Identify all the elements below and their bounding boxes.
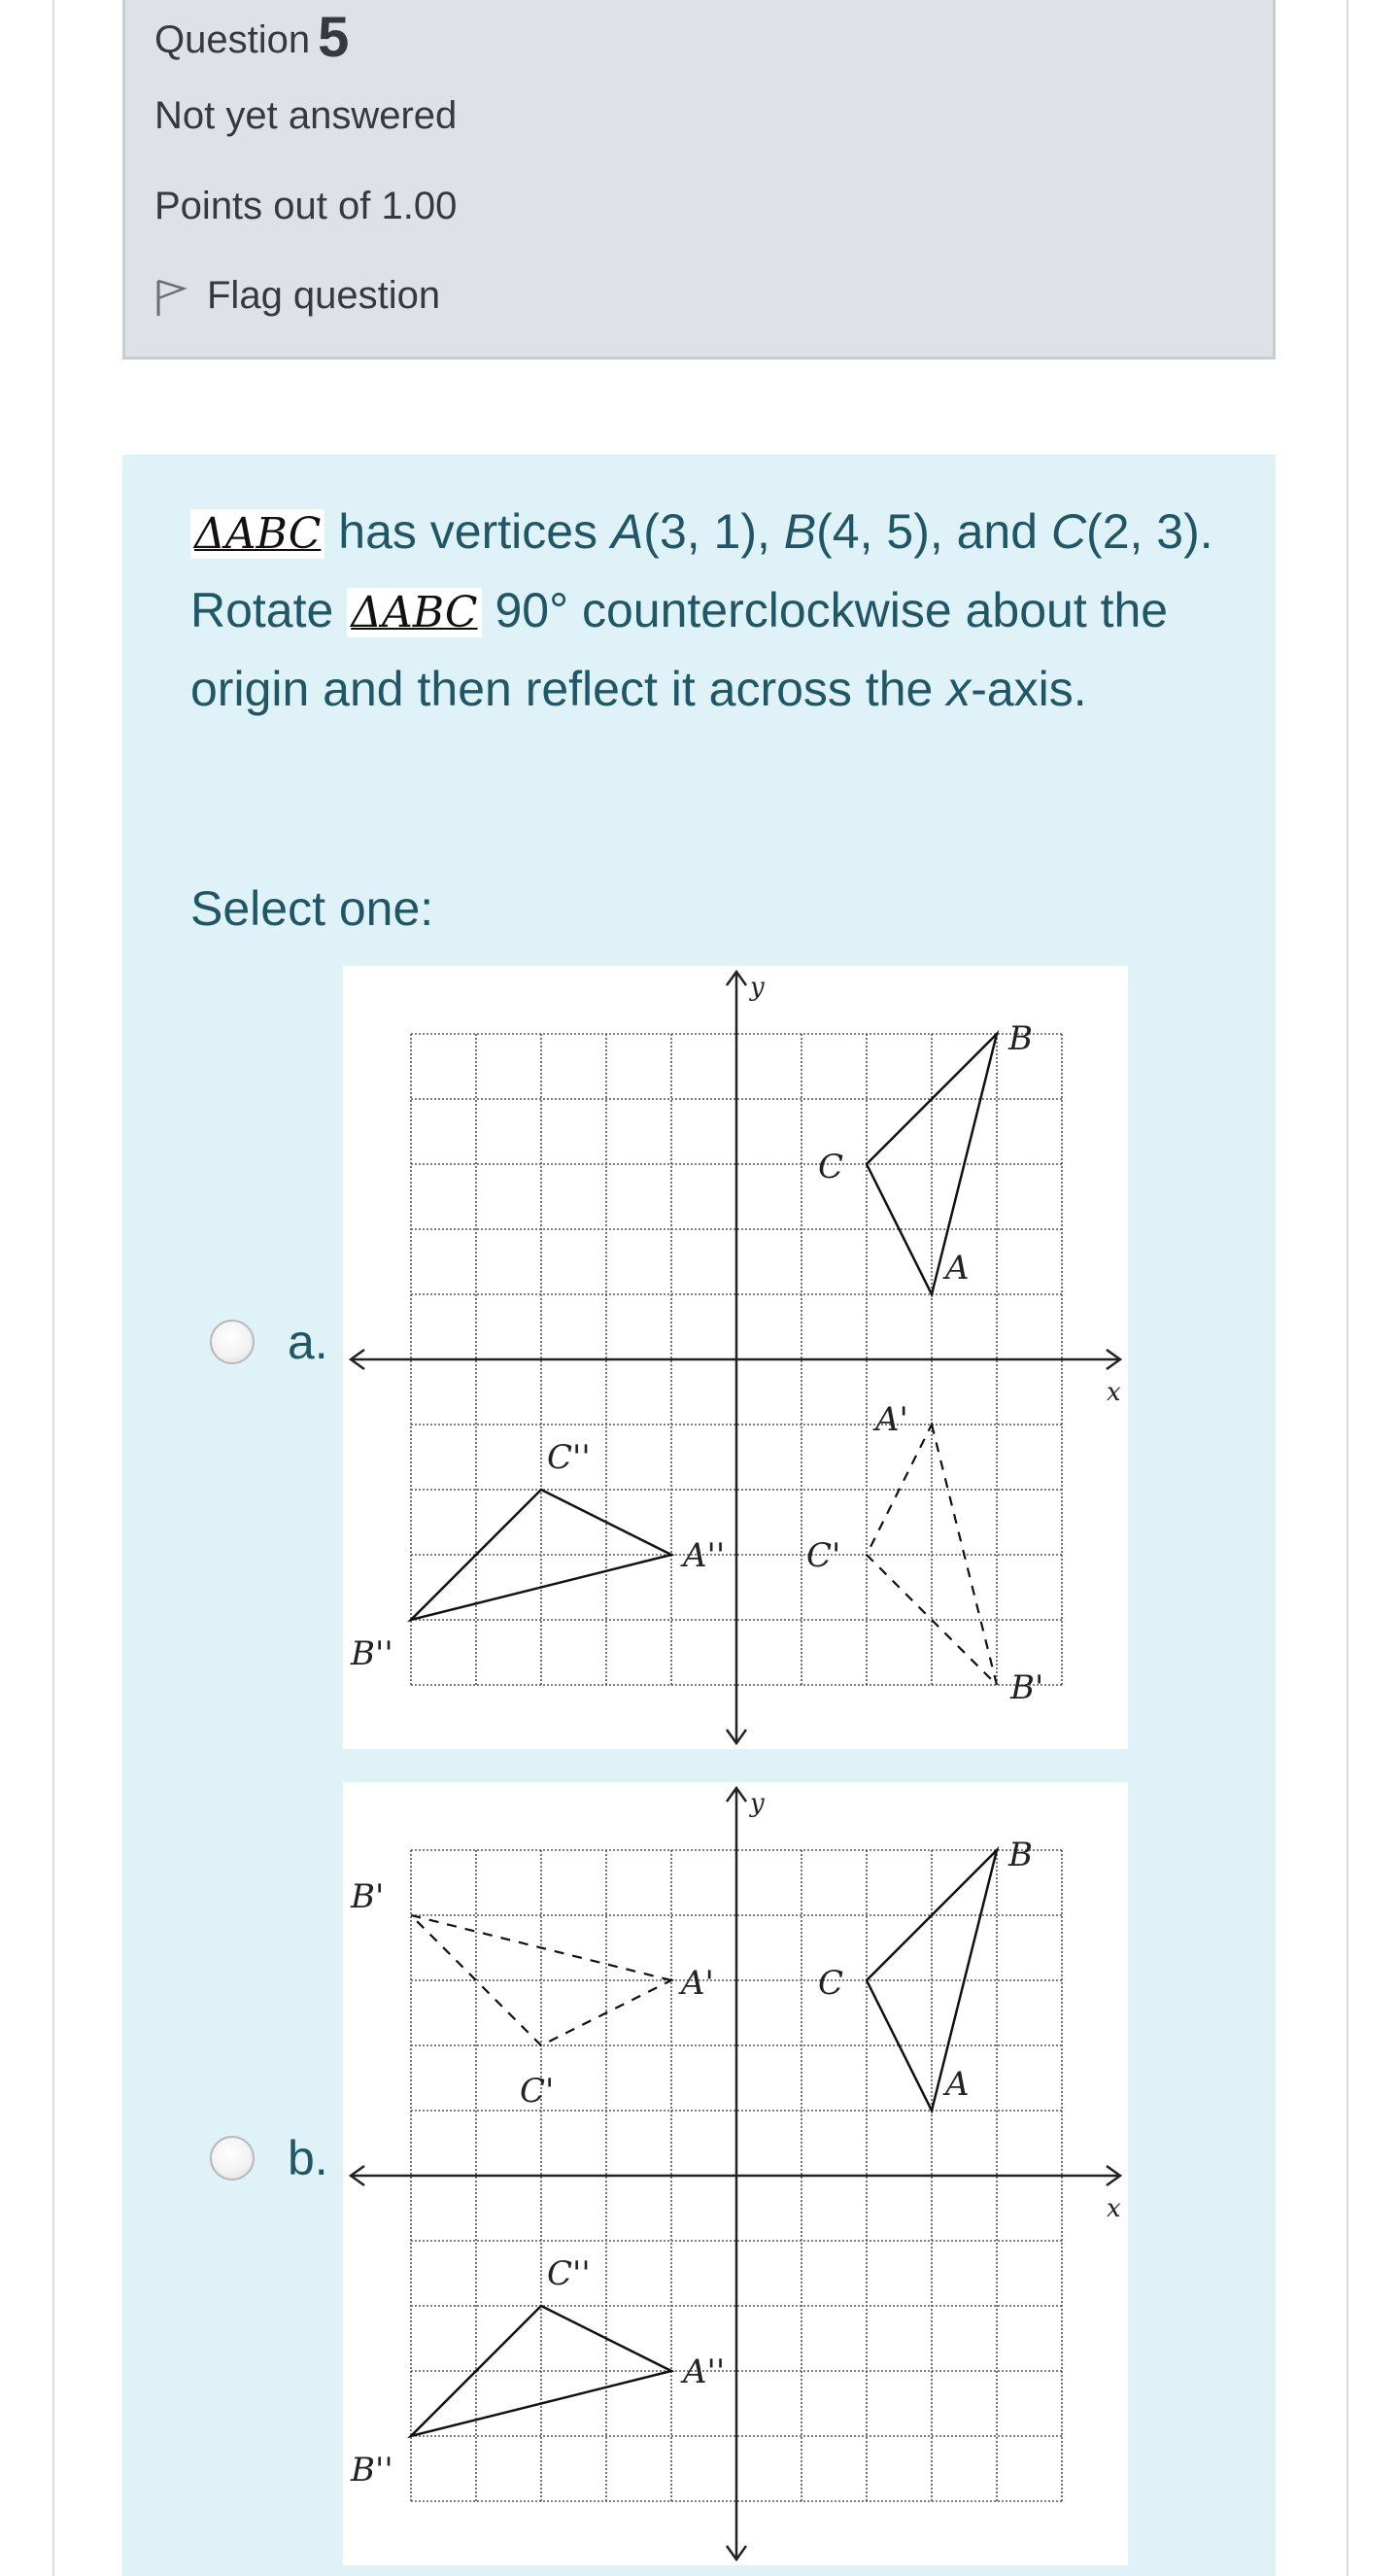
- radio-option-a[interactable]: [210, 1320, 255, 1364]
- label-b-prime: B': [351, 1877, 385, 1916]
- axes: [351, 1788, 1120, 2559]
- graph-option-a: [343, 966, 1128, 1749]
- question-number: 5: [318, 6, 350, 69]
- x-axis-label: x: [1107, 1378, 1121, 1407]
- label-a-prime: A': [875, 1400, 908, 1439]
- axes: [351, 972, 1120, 1743]
- question-content: [122, 455, 1276, 2576]
- question-title: [154, 5, 349, 70]
- label-c: C: [818, 1964, 844, 2003]
- label-a: A: [945, 1249, 970, 1288]
- label-c: C: [818, 1148, 844, 1186]
- label-b-double-prime: B'': [351, 1634, 393, 1673]
- flag-question-label: Flag question: [207, 274, 441, 317]
- label-a: A: [945, 2065, 970, 2104]
- question-state: Not yet answered: [154, 94, 458, 137]
- page-border-left: [52, 0, 54, 2576]
- label-b-double-prime: B'': [351, 2451, 393, 2490]
- label-a-double-prime: A'': [683, 1536, 726, 1575]
- page-border-right: [1347, 0, 1348, 2576]
- flag-icon: [154, 275, 188, 318]
- triangle-symbol: ΔABC: [347, 588, 481, 637]
- label-c-prime: C': [520, 2072, 555, 2111]
- option-letter-a: a.: [288, 1315, 328, 1369]
- option-letter-b: b.: [288, 2131, 328, 2185]
- label-b-prime: B': [1010, 1668, 1044, 1707]
- label-a-double-prime: A'': [683, 2353, 726, 2391]
- graph-option-b: [343, 1782, 1128, 2565]
- y-axis-label: y: [750, 1789, 765, 1818]
- triangle-symbol: ΔABC: [190, 509, 324, 559]
- question-grade: Points out of 1.00: [154, 185, 458, 227]
- label-a-prime: A': [681, 1964, 714, 2003]
- question-text: ΔABC has vertices A(3, 1), B(4, 5), and C(2, 3). Rotate ΔABC 90° counterclockwise about the origin and then reflect it across the x-axis.: [190, 504, 1213, 716]
- y-axis-label: y: [750, 973, 765, 1002]
- select-one-prompt: Select one:: [190, 881, 434, 936]
- label-c-double-prime: C'': [547, 2254, 591, 2293]
- label-c-double-prime: C'': [547, 1438, 591, 1477]
- flag-question-link[interactable]: [154, 274, 440, 318]
- label-b: B: [1008, 1019, 1033, 1058]
- x-axis-label: x: [1107, 2194, 1121, 2223]
- question-label: Question: [154, 18, 311, 61]
- radio-option-b[interactable]: [210, 2136, 255, 2181]
- question-info-panel: [122, 0, 1276, 360]
- label-b: B: [1008, 1836, 1033, 1874]
- label-c-prime: C': [806, 1536, 841, 1575]
